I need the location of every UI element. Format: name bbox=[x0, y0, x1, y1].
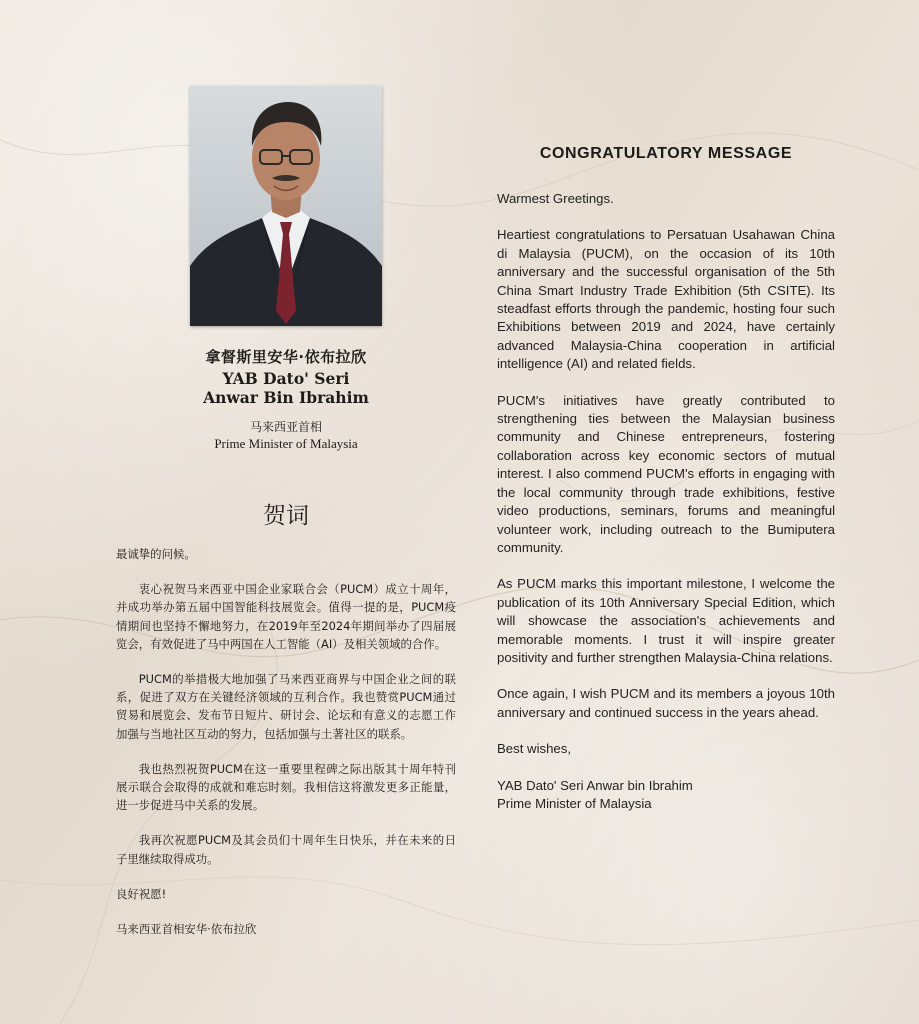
english-paragraph: As PUCM marks this important milestone, I welcome the publication of its 10th Anniversary Special Edition, which will showcase the association's achievements and memorable moments. I trust it will inspire greater positivity and further strengthen Malaysia-China relations. bbox=[497, 576, 835, 665]
name-english-line2: Anwar Bin Ibrahim bbox=[203, 388, 369, 407]
name-english-line1: YAB Dato' Seri bbox=[222, 369, 350, 388]
chinese-paragraph: PUCM的举措极大地加强了马来西亚商界与中国企业之间的联系，促进了双方在关键经济领域的互利合作。我也赞赏PUCM通过贸易和展览会、发布节日短片、研讨会、论坛和有意义的志愿工作加强与当地社区互动的努力，包括加强与土著社区的联系。 bbox=[116, 672, 456, 741]
english-heading: CONGRATULATORY MESSAGE bbox=[539, 145, 793, 162]
english-closing: Best wishes, bbox=[497, 741, 572, 757]
english-message bbox=[497, 190, 835, 813]
english-paragraph: PUCM's initiatives have greatly contributed to strengthening ties between the Malaysian business community and Chinese entrepreneurs, fostering collaboration across key economic sectors of mutual interest. I also commend PUCM's efforts in engaging with the local community through trade exhibitions, festive video productions, seminars, forums and meaningful volunteer work, including outreach to the Bumiputera community. bbox=[497, 392, 835, 555]
chinese-heading: 贺词 bbox=[263, 503, 309, 529]
chinese-greeting: 最诚挚的问候。 bbox=[116, 547, 196, 561]
portrait-photo bbox=[190, 86, 382, 326]
english-greeting: Warmest Greetings. bbox=[497, 191, 614, 206]
chinese-paragraph: 我也热烈祝贺PUCM在这一重要里程碑之际出版其十周年特刊展示联合会取得的成就和难忘时刻。我相信这将激发更多正能量，进一步促进马中关系的发展。 bbox=[116, 761, 456, 813]
name-english bbox=[160, 369, 412, 407]
english-paragraph: Heartiest congratulations to Persatuan Usahawan China di Malaysia (PUCM), on the occasion of its 10th anniversary and the successful organisation of the 5th China Smart Industry Trade Exhibition (5th CSITE). Its steadfast efforts through the pandemic, hosting four such Exhibitions between 2019 and 2024, have certainly advanced Malaysia-China cooperation in artificial intelligence (AI) and related fields. bbox=[497, 227, 835, 372]
chinese-paragraph: 衷心祝贺马来西亚中国企业家联合会（PUCM）成立十周年，并成功举办第五届中国智能科技展览会。值得一提的是，PUCM疫情期间也坚持不懈地努力，在2019年至2024年期间举办了四届展览会，有效促进了马中两国在人工智能（AI）及相关领域的合作。 bbox=[116, 582, 456, 651]
title-english: Prime Minister of Malaysia bbox=[214, 436, 358, 451]
name-chinese: 拿督斯里安华·依布拉欣 bbox=[205, 348, 367, 366]
chinese-message bbox=[116, 545, 456, 938]
chinese-paragraph: 我再次祝愿PUCM及其会员们十周年生日快乐，并在未来的日子里继续取得成功。 bbox=[116, 833, 456, 866]
english-signature-title: Prime Minister of Malaysia bbox=[497, 795, 652, 811]
english-paragraph: Once again, I wish PUCM and its members a joyous 10th anniversary and continued success in the years ahead. bbox=[497, 686, 835, 720]
chinese-closing: 良好祝愿! bbox=[116, 886, 167, 901]
english-signature-name: YAB Dato' Seri Anwar bin Ibrahim bbox=[497, 777, 693, 793]
chinese-signature: 马来西亚首相安华·依布拉欣 bbox=[116, 922, 257, 937]
title-chinese: 马来西亚首相 bbox=[249, 420, 322, 434]
